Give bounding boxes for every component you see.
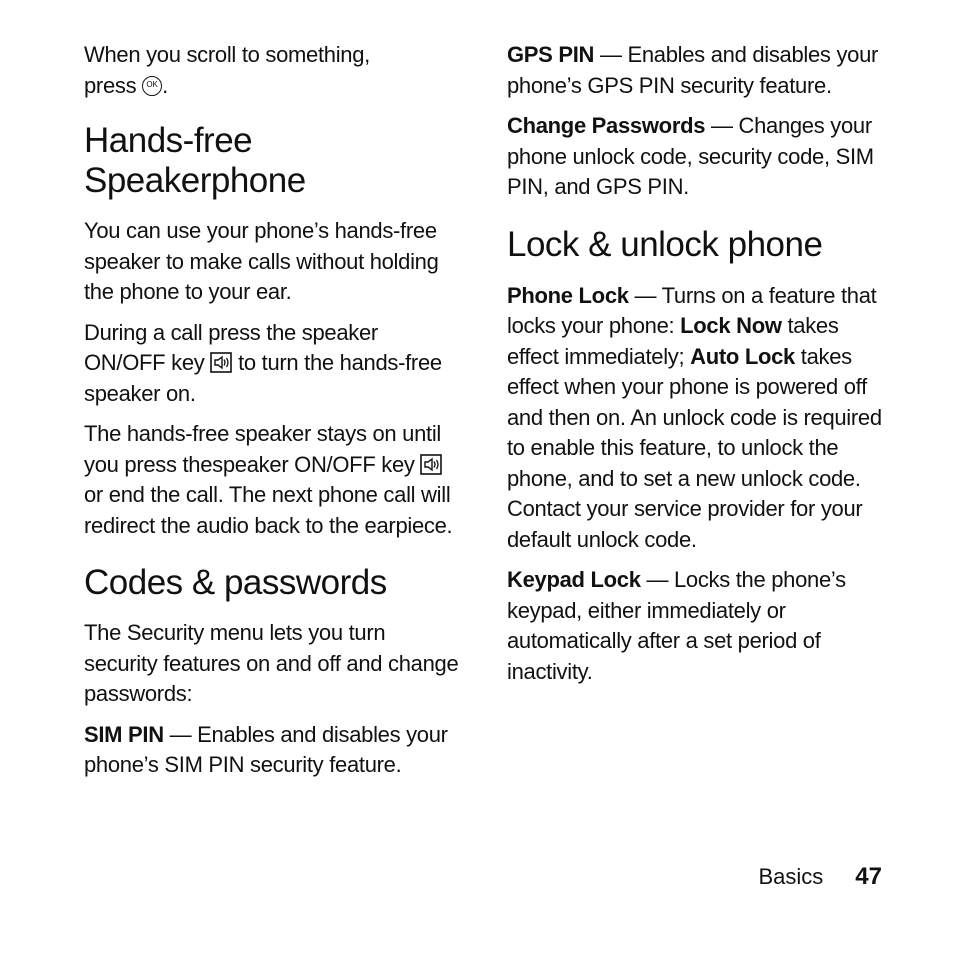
gps-pin-entry: GPS PIN — Enables and disables your phone’s GPS PIN security feature.: [507, 42, 879, 98]
phone-lock-entry: Phone Lock — Turns on a feature that locks your phone: Lock Now takes effect immediately; Auto Lock takes effect when your phone is powered off and then on. An unlock code is required to enable this feature, to unlock the phone, and to set a new unlock code. Contact your service provider for your default unlock code.: [507, 282, 882, 552]
gps-pin-term: GPS PIN: [507, 42, 595, 67]
heading-hands-free-speakerphone: Hands-free Speakerphone: [84, 121, 306, 200]
heading-codes-passwords: Codes & passwords: [84, 563, 387, 602]
keypad-lock-term: Keypad Lock: [507, 567, 641, 592]
sim-pin-term: SIM PIN: [84, 721, 164, 747]
right-column: [507, 40, 887, 697]
intro-paragraph: When you scroll to something, press OK.: [84, 40, 464, 101]
speaker-paragraph-3: The hands-free speaker stays on until you press thespeaker ON/OFF key or end the call. The next phone call will redirect the audio back to the earpiece.: [84, 421, 453, 538]
page-number: 47: [855, 863, 882, 890]
speaker-key-icon: [210, 352, 232, 373]
speaker-paragraph-1: You can use your phone’s hands-free speaker to make calls without holding the phone to your ear.: [84, 218, 439, 304]
heading-lock-unlock-phone: Lock & unlock phone: [507, 224, 823, 264]
sim-pin-entry: SIM PIN — Enables and disables your phone’s SIM PIN security feature.: [84, 721, 448, 777]
footer-section-name: Basics: [758, 864, 824, 889]
phone-lock-term: Phone Lock: [507, 282, 629, 308]
change-passwords-entry: Change Passwords — Changes your phone unlock code, security code, SIM PIN, and GPS PIN.: [507, 113, 874, 199]
ok-key-icon: [142, 76, 162, 96]
page-footer: [759, 862, 883, 892]
keypad-lock-entry: Keypad Lock — Locks the phone’s keypad, either immediately or automatically after a set period of inactivity.: [507, 567, 846, 684]
change-passwords-term: Change Passwords: [507, 113, 706, 138]
auto-lock-term: Auto Lock: [690, 343, 795, 369]
codes-paragraph-1: The Security menu lets you turn security features on and off and change passwords:: [84, 620, 459, 706]
left-column: [84, 40, 464, 791]
lock-now-term: Lock Now: [680, 313, 782, 338]
speaker-key-icon: [420, 454, 442, 475]
speaker-paragraph-2: During a call press the speaker ON/OFF key to turn the hands-free speaker on.: [84, 319, 442, 406]
